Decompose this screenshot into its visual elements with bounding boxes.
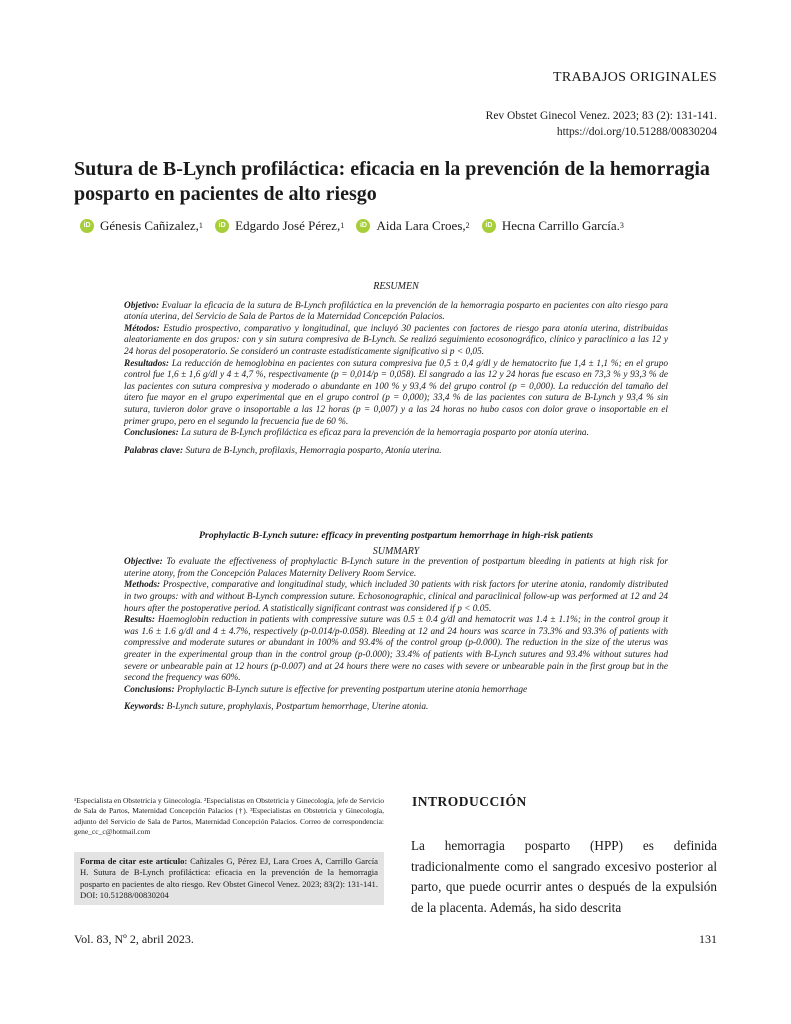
page-number: 131 — [699, 932, 717, 946]
citation-text: Cañizales G, Pérez EJ, Lara Croes A, Carrillo García H. Sutura de B-Lynch profiláctica: eficacia en la prevención de la hemorragia posparto en pacientes de alto riesgo. Rev Obstet Ginecol Venez. 2023; 83(2): 131-141. DOI: 10.51288/00830204 — [80, 856, 379, 900]
author-list — [80, 215, 720, 234]
resumen-objetivo: Objetivo: Evaluar la eficacia de la sutura de B-Lynch profiláctica en la prevención de la hemorragia posparto en pacientes con alto riesgo para atonía uterina, del Servicio de Sala de Partos de la Maternidad Concepción Palacios. — [124, 300, 668, 323]
author-affiliation: 1 — [340, 221, 345, 230]
summary-objective: Objective: To evaluate the effectiveness of prophylactic B-Lynch suture in the prevention of postpartum bleeding in patients at high risk for uterine atony, from the Concepción Palaces Maternity Delivery Room Service. — [124, 557, 668, 579]
author-2 — [215, 218, 344, 234]
resumen-heading: RESUMEN — [373, 281, 419, 292]
citation-box — [74, 852, 384, 905]
doi-link[interactable]: https://doi.org/10.51288/00830204 — [556, 126, 717, 138]
resumen-resultados: Resultados: La reducción de hemoglobina en pacientes con sutura compresiva fue 0,5 ± 0,4 g/dl y de hematocrito fue 1,4 ± 1,1 %; en el grupo control fue 1,6 ± 1,6 g/dl y 4 ± 4,7 %, respectivamente (p = 0,014/p = 0,058). El sangrado a las 12 y 24 horas fue escaso en 73,3 % y 93,3 % de las pacientes con sutura compresiva y moderado o abundante en 100 % y 93,4 % del grupo control (p = 0,000). La reducción del tamaño del útero fue mayor en el grupo experimental que en el grupo control (p = 0,000); 33,4 % de las pacientes con sutura de B-Lynch y 93,4 % sin sutura, tuvieron dolor grave o insoportable a las 12 horas (p = 0,007) y a las 24 horas no hubo casos con dolor grave o insoportable en el primer grupo, pero en el segundo la frecuencia fue de 60 %. — [124, 358, 668, 427]
summary-heading: SUMMARY — [372, 545, 420, 557]
citation-label: Forma de citar este artículo: — [80, 856, 188, 866]
summary-title: Prophylactic B-Lynch suture: efficacy in preventing postpartum hemorrhage in high-risk patients — [198, 530, 594, 541]
section-label: TRABAJOS ORIGINALES — [553, 70, 717, 85]
journal-citation — [486, 108, 717, 140]
author-name: Edgardo José Pérez, — [235, 217, 341, 233]
affiliation-footnote: ¹Especialista en Obstetricia y Ginecología. ²Especialistas en Obstetricia y Ginecología, jefe de Servicio de Sala de Partos, Maternidad Concepción Palacios (†). ³Especialistas en Obstetricia y Ginecología, adjunto del Servicio de Sala de Partos, Maternidad Concepción Palacios. Correo de correspondencia: gene_cc_c@hotmail.com — [74, 796, 384, 837]
author-1 — [80, 218, 203, 234]
summary-block — [124, 530, 668, 714]
author-affiliation: 1 — [198, 221, 203, 230]
author-affiliation: 2 — [465, 221, 470, 230]
resumen-palabras-clave: Palabras clave: Sutura de B-Lynch, profilaxis, Hemorragia posparto, Atonía uterina. — [124, 445, 442, 456]
intro-paragraph: La hemorragia posparto (HPP) es definida tradicionalmente como el sangrado excesivo posterior al parto, que puede ocurrir antes o después de la expulsión de la placenta. Además, ha sido descrita — [411, 838, 717, 915]
summary-keywords: Keywords: B-Lynch suture, prophylaxis, Postpartum hemorrhage, Uterine atonia. — [124, 702, 429, 713]
author-name: Aida Lara Croes, — [376, 217, 466, 233]
author-affiliation: 3 — [619, 221, 624, 230]
summary-results: Results: Haemoglobin reduction in patients with compressive suture was 0.5 ± 0.4 g/dl and hematocrit was 1.4 ± 1.1%; in the control group it was 1.6 ± 1.6 g/dl and 4 ± 4.7%, respectively (p-0.014/p-0.058). Bleeding at 12 and 24 hours was scarce in 73.3% and 93.3% of patients with compressive and moderate sutures or abundant in 100% and 93.4% of the control group (p-0.000). The reduction in the size of the uterus was greater in the experimental group than in the control group (p-0.000); 33.4% of patients with B-Lynch sutures and 93.4% without sutures had severe or unbearable pain at 12 hours (p-0.007) and at 24 hours there were no cases with severe or unbearable pain in the first group but in the second the frequency was 60%. — [124, 615, 668, 684]
orcid-icon[interactable]: iD — [80, 219, 94, 233]
author-4 — [482, 218, 624, 234]
summary-methods: Methods: Prospective, comparative and longitudinal study, which included 30 patients with risk factors for uterine atonia, randomly distributed in two groups: with and without B-Lynch compression suture. Echosonographic, clinical and paraclinical follow-up was performed at 12 and 24 hours after the postoperative period. A statistically significant contrast was considered if p < 0.05. — [124, 580, 668, 614]
resumen-block — [124, 281, 668, 457]
article-title: Sutura de B-Lynch profiláctica: eficacia en la prevención de la hemorragia posparto en pacientes de alto riesgo — [74, 158, 710, 205]
intro-heading: INTRODUCCIÓN — [412, 794, 527, 809]
resumen-metodos: Métodos: Estudio prospectivo, comparativo y longitudinal, que incluyó 30 pacientes con factores de riesgo para atonía uterina, distribuidas aleatoriamente en dos grupos: con y sin sutura compresiva de B-Lynch. Se realizó seguimiento ecosonográfico, clínico y paraclínico a las 12 y 24 horas del posoperatorio. Se consideró un contraste estadísticamente significativo si p < 0,05. — [124, 323, 668, 357]
author-name: Génesis Cañizalez, — [100, 217, 199, 233]
orcid-icon[interactable]: iD — [482, 219, 496, 233]
summary-conclusions: Conclusions: Prophylactic B-Lynch suture is effective for preventing postpartum uterine atonia hemorrhage — [124, 684, 528, 695]
journal-reference: Rev Obstet Ginecol Venez. 2023; 83 (2): 131-141. — [485, 110, 717, 122]
resumen-conclusiones: Conclusiones: La sutura de B-Lynch profiláctica es eficaz para la prevención de la hemorragia posparto por atonía uterina. — [124, 428, 589, 439]
orcid-icon[interactable]: iD — [215, 219, 229, 233]
author-3 — [356, 218, 469, 234]
orcid-icon[interactable]: iD — [356, 219, 370, 233]
author-name: Hecna Carrillo García. — [501, 217, 620, 233]
footer-issue: Vol. 83, Nº 2, abril 2023. — [74, 932, 194, 946]
